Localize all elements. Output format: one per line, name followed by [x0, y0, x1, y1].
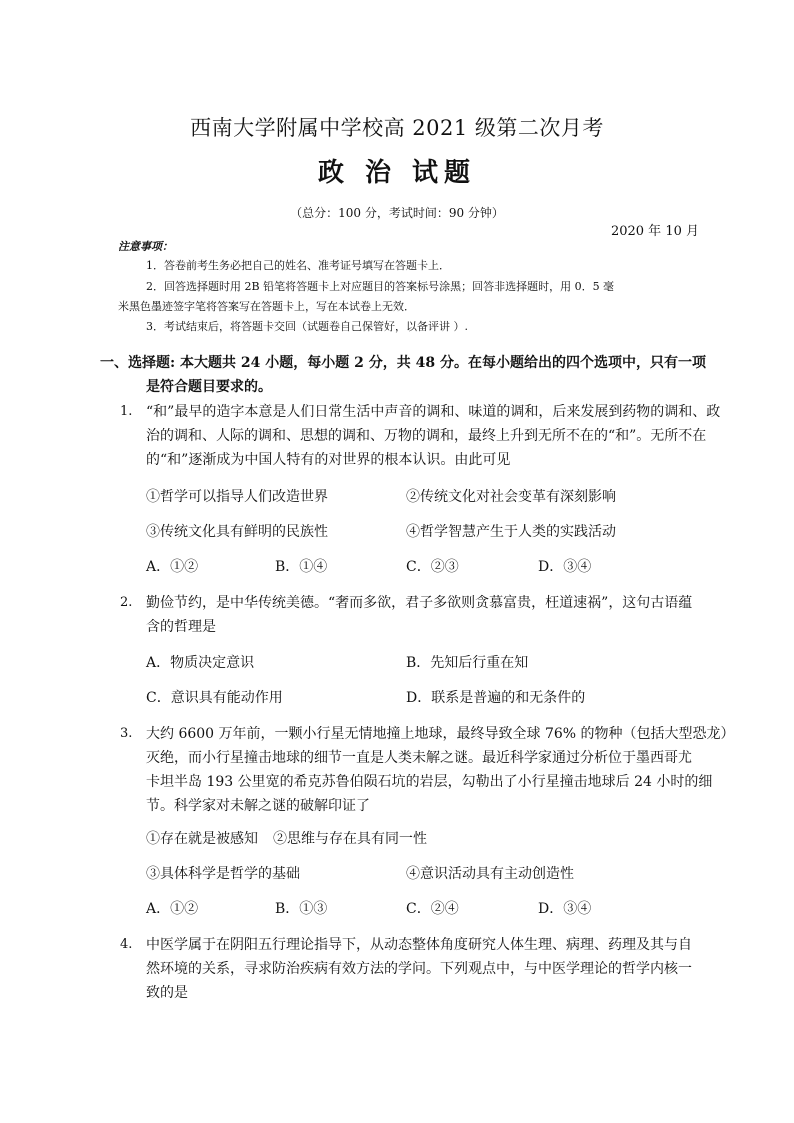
question-number: 1. [120, 404, 133, 419]
notice-item: 米黑色墨迹签字笔将答案写在答题卡上，写在本试卷上无效． [118, 300, 415, 313]
statement-item: ③传统文化具有鲜明的民族性 [146, 524, 328, 540]
exam-title: 西南大学附属中学校高 2021 级第二次月考 [190, 116, 604, 140]
answer-option: C．②③ [406, 559, 459, 575]
question-text: 节。科学家对未解之谜的破解印证了 [146, 798, 370, 814]
question-text: 然环境的关系，寻求防治疾病有效方法的学问。下列观点中，与中医学理论的哲学内核一 [146, 961, 692, 977]
section-heading-cont: 是符合题目要求的。 [146, 379, 272, 395]
question-number: 3. [120, 726, 133, 741]
question-text: 大约 6600 万年前，一颗小行星无情地撞上地球，最终导致全球 76% 的物种（包括大型恐龙） [146, 726, 735, 742]
exam-meta: （总分：100 分，考试时间：90 分钟） [290, 206, 504, 220]
question-text: 的“和”逐渐成为中国人特有的对世界的根本认识。由此可见 [146, 452, 511, 468]
statement-item: ①存在就是被感知 [146, 831, 258, 847]
answer-option: D．③④ [538, 901, 592, 917]
statement-item: ③具体科学是哲学的基础 [146, 866, 300, 882]
statement-item: ④哲学智慧产生于人类的实践活动 [406, 524, 616, 540]
answer-option: B．先知后行重在知 [406, 655, 529, 671]
question-number: 4. [120, 937, 133, 952]
answer-option: C．②④ [406, 901, 459, 917]
answer-option: A．①② [146, 901, 199, 917]
question-text: 中医学属于在阴阳五行理论指导下，从动态整体角度研究人体生理、病理、药理及其与自 [146, 937, 692, 953]
notice-item: 1．答卷前考生务必把自己的姓名、准考证号填写在答题卡上． [146, 259, 450, 272]
question-text: 致的是 [146, 985, 188, 1001]
question-text: 卡坦半岛 193 公里宽的希克苏鲁伯陨石坑的岩层，勾勒出了小行星撞击地球后 24 小时的细 [146, 774, 713, 790]
notice-item: 2．回答选择题时用 2B 铅笔将答题卡上对应题目的答案标号涂黑；回答非选择题时，用 0．5 毫 [146, 280, 615, 293]
question-text: 灭绝，而小行星撞击地球的细节一直是人类未解之谜。最近科学家通过分析位于墨西哥尤 [146, 750, 692, 766]
statement-item: ②思维与存在具有同一性 [273, 831, 427, 847]
answer-option: A．①② [146, 559, 199, 575]
statement-item: ①哲学可以指导人们改造世界 [146, 489, 328, 505]
answer-option: B．①③ [275, 901, 328, 917]
question-text: “和”最早的造字本意是人们日常生活中声音的调和、味道的调和，后来发展到药物的调和、政 [146, 404, 721, 420]
answer-option: D．③④ [538, 559, 592, 575]
subject-title: 政 治 试题 [317, 158, 477, 188]
statement-item: ②传统文化对社会变革有深刻影响 [406, 489, 616, 505]
statement-item: ④意识活动具有主动创造性 [406, 866, 574, 882]
notice-heading: 注意事项： [118, 240, 173, 253]
section-heading: 一、选择题: 本大题共 24 小题，每小题 2 分，共 48 分。在每小题给出的四个选项中，只有一项 [100, 355, 706, 371]
question-text: 含的哲理是 [146, 619, 216, 635]
answer-option: B．①④ [275, 559, 328, 575]
answer-option: D．联系是普遍的和无条件的 [406, 690, 586, 706]
exam-date: 2020 年 10 月 [610, 224, 699, 239]
answer-option: A．物质决定意识 [146, 655, 255, 671]
question-number: 2. [120, 595, 133, 610]
notice-item: 3．考试结束后，将答题卡交回（试题卷自己保管好，以备评讲 ）. [146, 320, 468, 333]
question-text: 治的调和、人际的调和、思想的调和、万物的调和，最终上升到无所不在的“和”。无所不在 [146, 428, 707, 444]
question-text: 勤俭节约，是中华传统美德。“奢而多欲，君子多欲则贪慕富贵，枉道速祸”，这句古语蕴 [146, 595, 693, 611]
answer-option: C．意识具有能动作用 [146, 690, 283, 706]
